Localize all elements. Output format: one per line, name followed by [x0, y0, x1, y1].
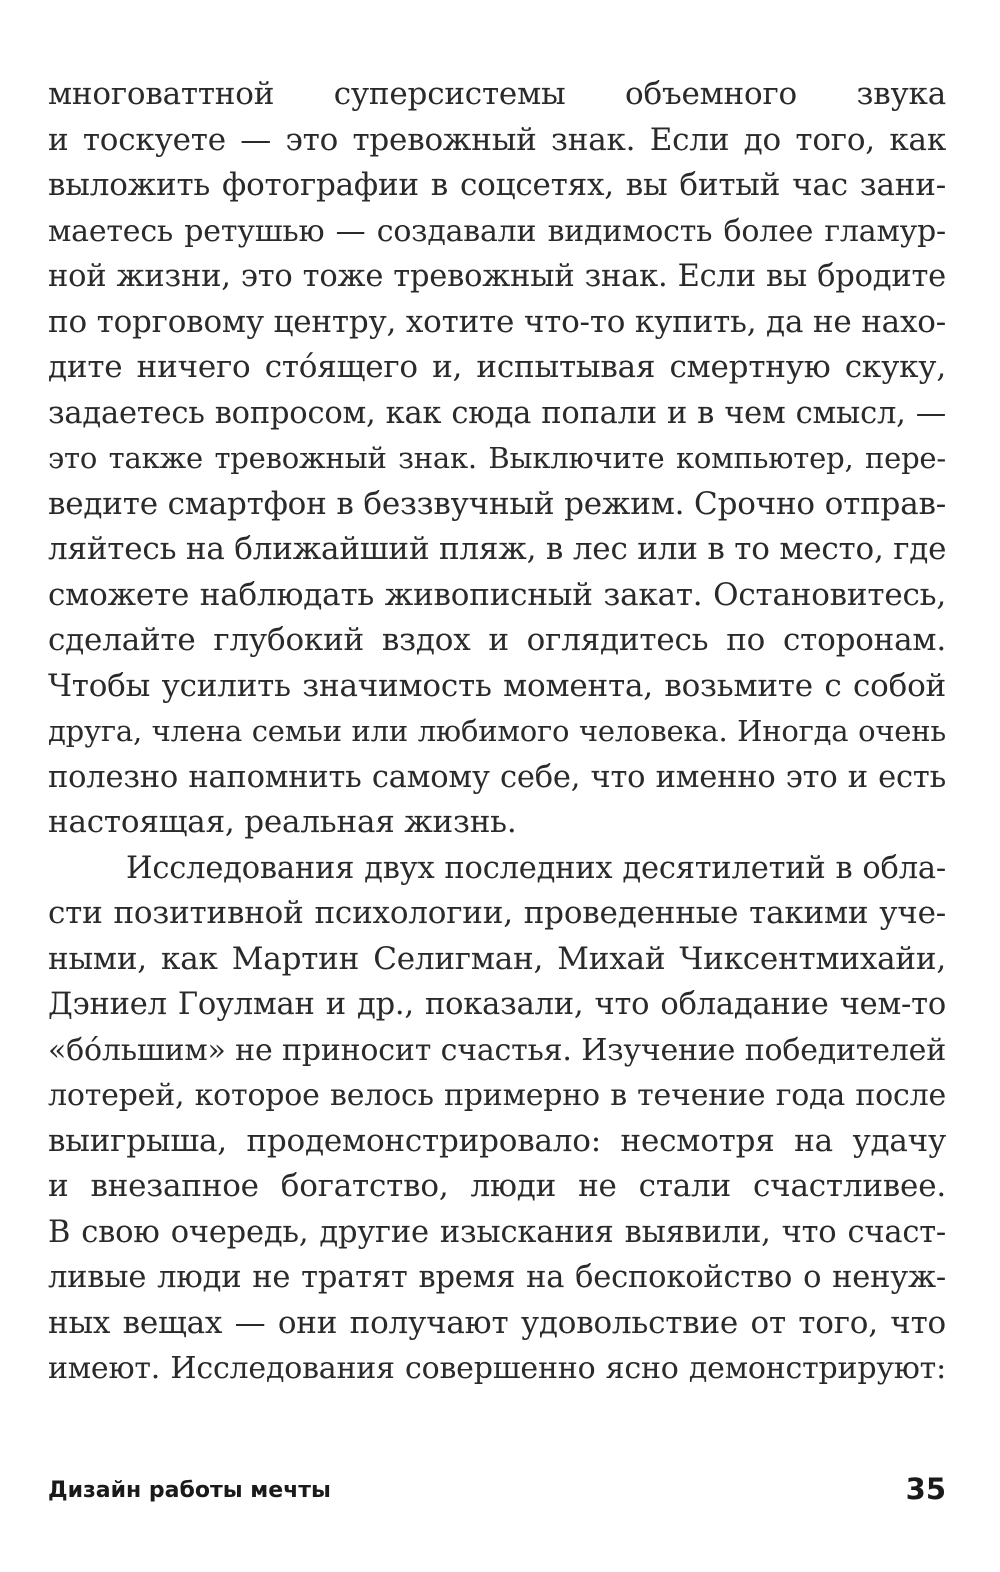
text-line: ными, как Мартин Селигман, Михай Чиксентмихайи, — [48, 940, 946, 977]
text-line: В свою очередь, другие изыскания выявили, что счаст- — [48, 1214, 946, 1250]
text-line: ливые люди не тратят время на беспокойство о ненуж- — [48, 1260, 946, 1295]
running-title: Дизайн работы мечты — [48, 1478, 331, 1503]
text-line: выигрыша, продемонстрировало: несмотря на удачу — [48, 1122, 946, 1159]
text-line: маетесь ретушью — создавали видимость более гламур- — [48, 213, 946, 249]
text-line: друга, члена семьи или любимого человека. Иногда очень — [48, 714, 946, 748]
text-line: ных вещах — они получают удовольствие от того, что — [48, 1304, 946, 1341]
page-number: 35 — [905, 1472, 946, 1506]
text-line: ведите смартфон в беззвучный режим. Срочно отправ- — [48, 485, 946, 522]
text-line: ной жизни, это тоже тревожный знак. Если вы бродите — [48, 259, 946, 294]
body-text — [48, 72, 946, 1392]
page-footer — [48, 1472, 946, 1512]
text-line: задаетесь вопросом, как сюда попали и в чем смысл, — — [48, 395, 946, 431]
text-line: сти позитивной психологии, проведенные такими уче- — [48, 895, 946, 931]
text-line: по торговому центру, хотите что-то купить, да не нахо- — [48, 303, 946, 340]
text-line: полезно напомнить самому себе, что именно это и есть — [48, 759, 946, 795]
text-line: имеют. Исследования совершенно ясно демонстрируют: — [48, 1351, 946, 1386]
text-line: и внезапное богатство, люди не стали счастливее. — [48, 1168, 946, 1204]
text-line: сможете наблюдать живописный закат. Остановитесь, — [48, 576, 946, 613]
text-line: и тоскуете — это тревожный знак. Если до того, как — [48, 121, 946, 158]
text-line: Дэниел Гоулман и др., показали, что обладание чем-то — [48, 987, 946, 1022]
text-line: это также тревожный знак. Выключите компьютер, пере- — [48, 441, 946, 475]
text-line: ляйтесь на ближайший пляж, в лес или в то место, где — [48, 531, 947, 567]
text-line: Чтобы усилить значимость момента, возьмите с собой — [48, 667, 946, 704]
text-line: настоящая, реальная жизнь. — [48, 804, 517, 840]
paragraph-1 — [48, 72, 946, 846]
paragraph-2 — [48, 846, 946, 1392]
text-line: лотерей, которое велось примерно в течение года после — [48, 1078, 946, 1113]
text-line: многоваттной суперсистемы объемного звука — [48, 76, 946, 112]
text-line: дите ничего стóящего и, испытывая смертную скуку, — [48, 349, 946, 385]
text-line: сделайте глубокий вздох и оглядитесь по сторонам. — [48, 622, 946, 658]
text-line: Исследования двух последних десятилетий в обла- — [126, 850, 946, 886]
text-line: выложить фотографии в соцсетях, вы битый час зани- — [48, 167, 946, 203]
text-line: «бóльшим» не приносит счастья. Изучение победителей — [48, 1032, 946, 1068]
